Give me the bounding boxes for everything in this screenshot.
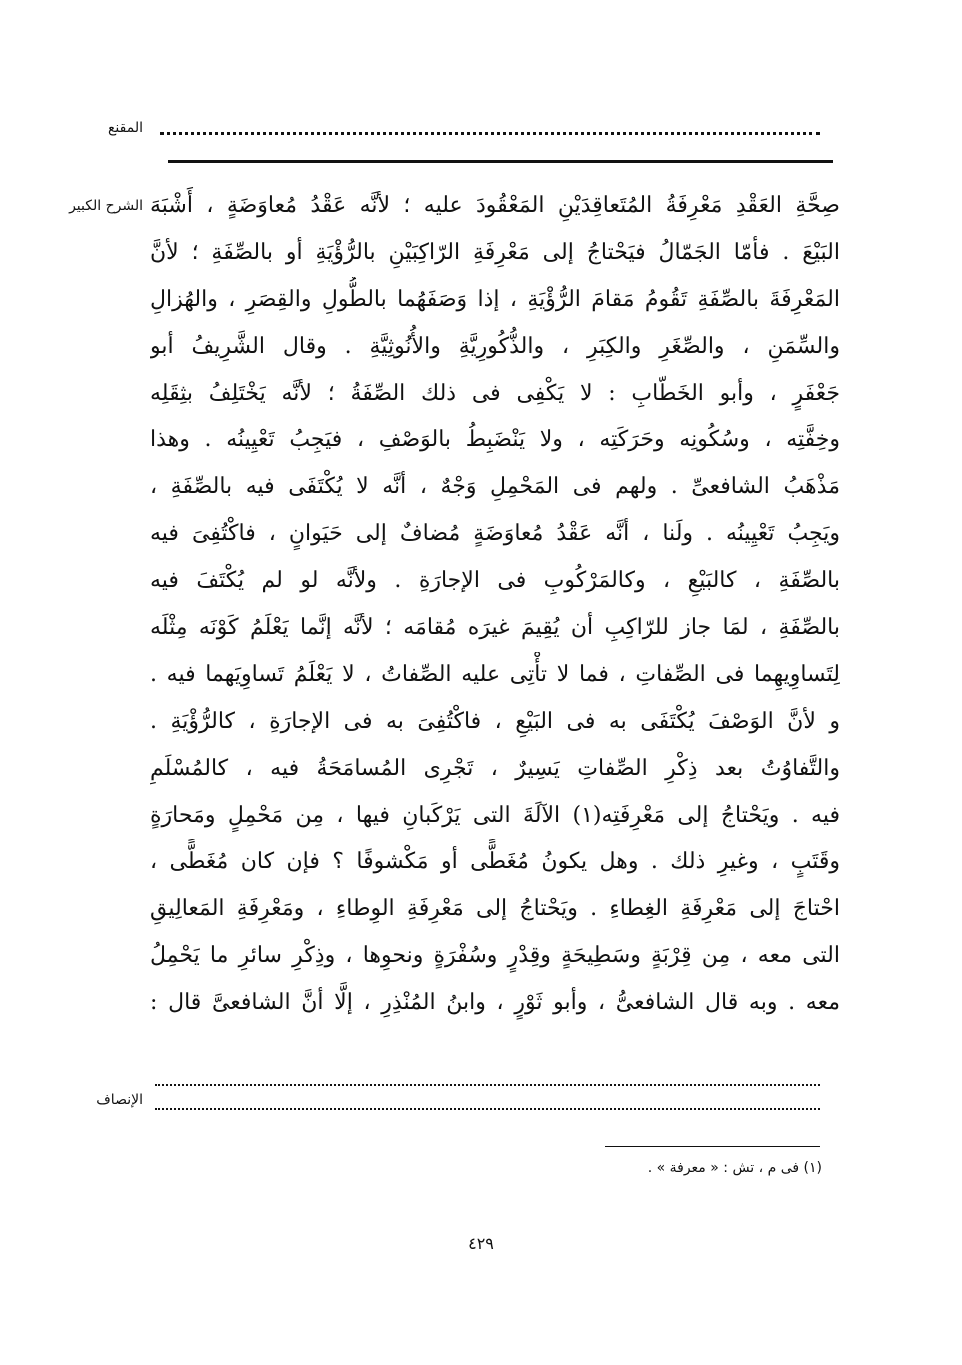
side-label-muqni: المقنع: [107, 120, 143, 136]
text-line: بالصِّفَةِ ، لمَا جاز للرّاكِبِ أن يُقِيمَ غيرَه مُقامَه ؛ لأنَّه إنَّما يَعْلَمُ كَوْنَه مِثْلَه: [150, 615, 840, 641]
text-line: المَعْرِفَةَ بالصِّفَةِ تَقُومُ مَقامَ الرُّؤْيَةِ ، إذا وَصَفَهُما بالطُّولِ والقِصَرِ ، والهُزالِ: [150, 286, 840, 312]
text-line: التى معه ، مِن قِرْبَةٍ وسَطِيحَةٍ وقِدْرٍ وسُفْرَةٍ ونحوِها ، وذِكْرِ سائرِ ما يَحْمِلُ: [150, 943, 840, 969]
top-dotted-rule: [160, 132, 820, 135]
page-number: ٤٢٩: [468, 1234, 494, 1253]
section-divider: [168, 160, 833, 163]
text-line: وقَتَبٍ ، وغيرِ ذلك . وهل يكونُ مُغَطًّى أو مَكْشوفًا ؟ فإن كان مُغَطًّى ،: [150, 849, 840, 875]
bottom-dotted-rule: [155, 1108, 820, 1110]
text-line: لِتَساوِيهِما فى الصِّفاتِ ، فما لا تأْتِى عليه الصِّفاتُ ، لا يَعْلَمُ تَساوِيَهما فيه .: [150, 661, 840, 687]
text-line: معه . وبه قال الشافعىُّ ، وأبو ثَوْرٍ ، وابنُ المُنْذِرِ ، إلَّا أنَّ الشافعىَّ قال :: [150, 990, 840, 1016]
main-text: [150, 183, 840, 1027]
text-line: جَعْفَرٍ ، وأبو الخَطّابِ : لا يَكْفِى فى ذلك الصِّفَةُ ؛ لأنَّه يَخْتَلِفُ بثِقَلِه: [150, 380, 840, 406]
text-line: فيه . ويَحْتاجُ إلى مَعْرِفَتِه(١) الآلَةَ التى يَرْكَبانِ فيها ، مِن مَحْمِلٍ ومَحارَةٍ: [150, 802, 840, 828]
bottom-dotted-rule: [155, 1084, 820, 1086]
text-line: صِحَّةِ العَقْدِ مَعْرِفَةُ المُتَعاقِدَيْنِ المَعْقُودَ عليه ؛ لأنَّه عَقْدُ مُعاوَضَةٍ ، أَشْبَهَ: [150, 193, 840, 218]
text-line: البَيْعَ . فأمّا الجَمّالُ فيَحْتاجُ إلى مَعْرِفَةِ الرّاكِبَيْنِ بالرُّؤْيَةِ أو بالصِّفَةِ ؛ لأنَّ: [150, 239, 840, 265]
footnote: (١) فى م ، تش : « معرفة » .: [647, 1160, 822, 1176]
text-line: مَذْهَبُ الشافعىِّ . ولهم فى المَحْمِلِ وَجْهٌ ، أنَّه لا يُكْتَفَى فيه بالصِّفَةِ ،: [150, 474, 840, 500]
text-line: ويَجِبُ تَعْيِينُه . ولَنا ، أنَّه عَقْدُ مُعاوَضَةٍ مُضافٌ إلى حَيَوانٍ ، فاكْتُفِىَ فيه: [150, 521, 840, 547]
side-label-sharh: الشرح الكبير: [69, 198, 143, 214]
side-label-insaf: الإنصاف: [96, 1092, 143, 1108]
text-line: و لأنَّ الوَصْفَ يُكْتَفَى به فى البَيْعِ ، فاكْتُفِىَ به فى الإجارَةِ ، كالرُّؤْيَةِ .: [150, 708, 840, 734]
text-line: وخِفَّتِه ، وسُكُونِه وحَرَكَتِه ، ولا يَنْضَبِطُ بالوَصْفِ ، فيَجِبُ تَعْيِينُه . وهذا: [150, 427, 840, 453]
text-line: والتَّفاوُتُ بعد ذِكْرِ الصِّفاتِ يَسِيرٌ ، تَجْرِى المُسامَحَةُ فيه ، كالمُسْلَمِ: [150, 755, 840, 781]
text-line: احْتاجَ إلى مَعْرِفَةِ الغِطاءِ . ويَحْتاجُ إلى مَعْرِفَةِ الوِطاءِ ، ومَعْرِفَةِ المَعالِيقِ: [150, 896, 840, 922]
text-line: والسِّمَنِ ، والصِّغَرِ والكِبَرِ ، والذُّكُورِيَّةِ والأُنُوثِيَّةِ . وقال الشَّرِيفُ أبو: [150, 333, 840, 359]
footnote-divider: [605, 1146, 820, 1147]
text-line: بالصِّفَةِ ، كالبَيْعِ ، وكالمَرْكُوبِ فى الإجارَةِ . ولأنَّه لو لم يُكْتَفَ فيه: [150, 568, 840, 594]
